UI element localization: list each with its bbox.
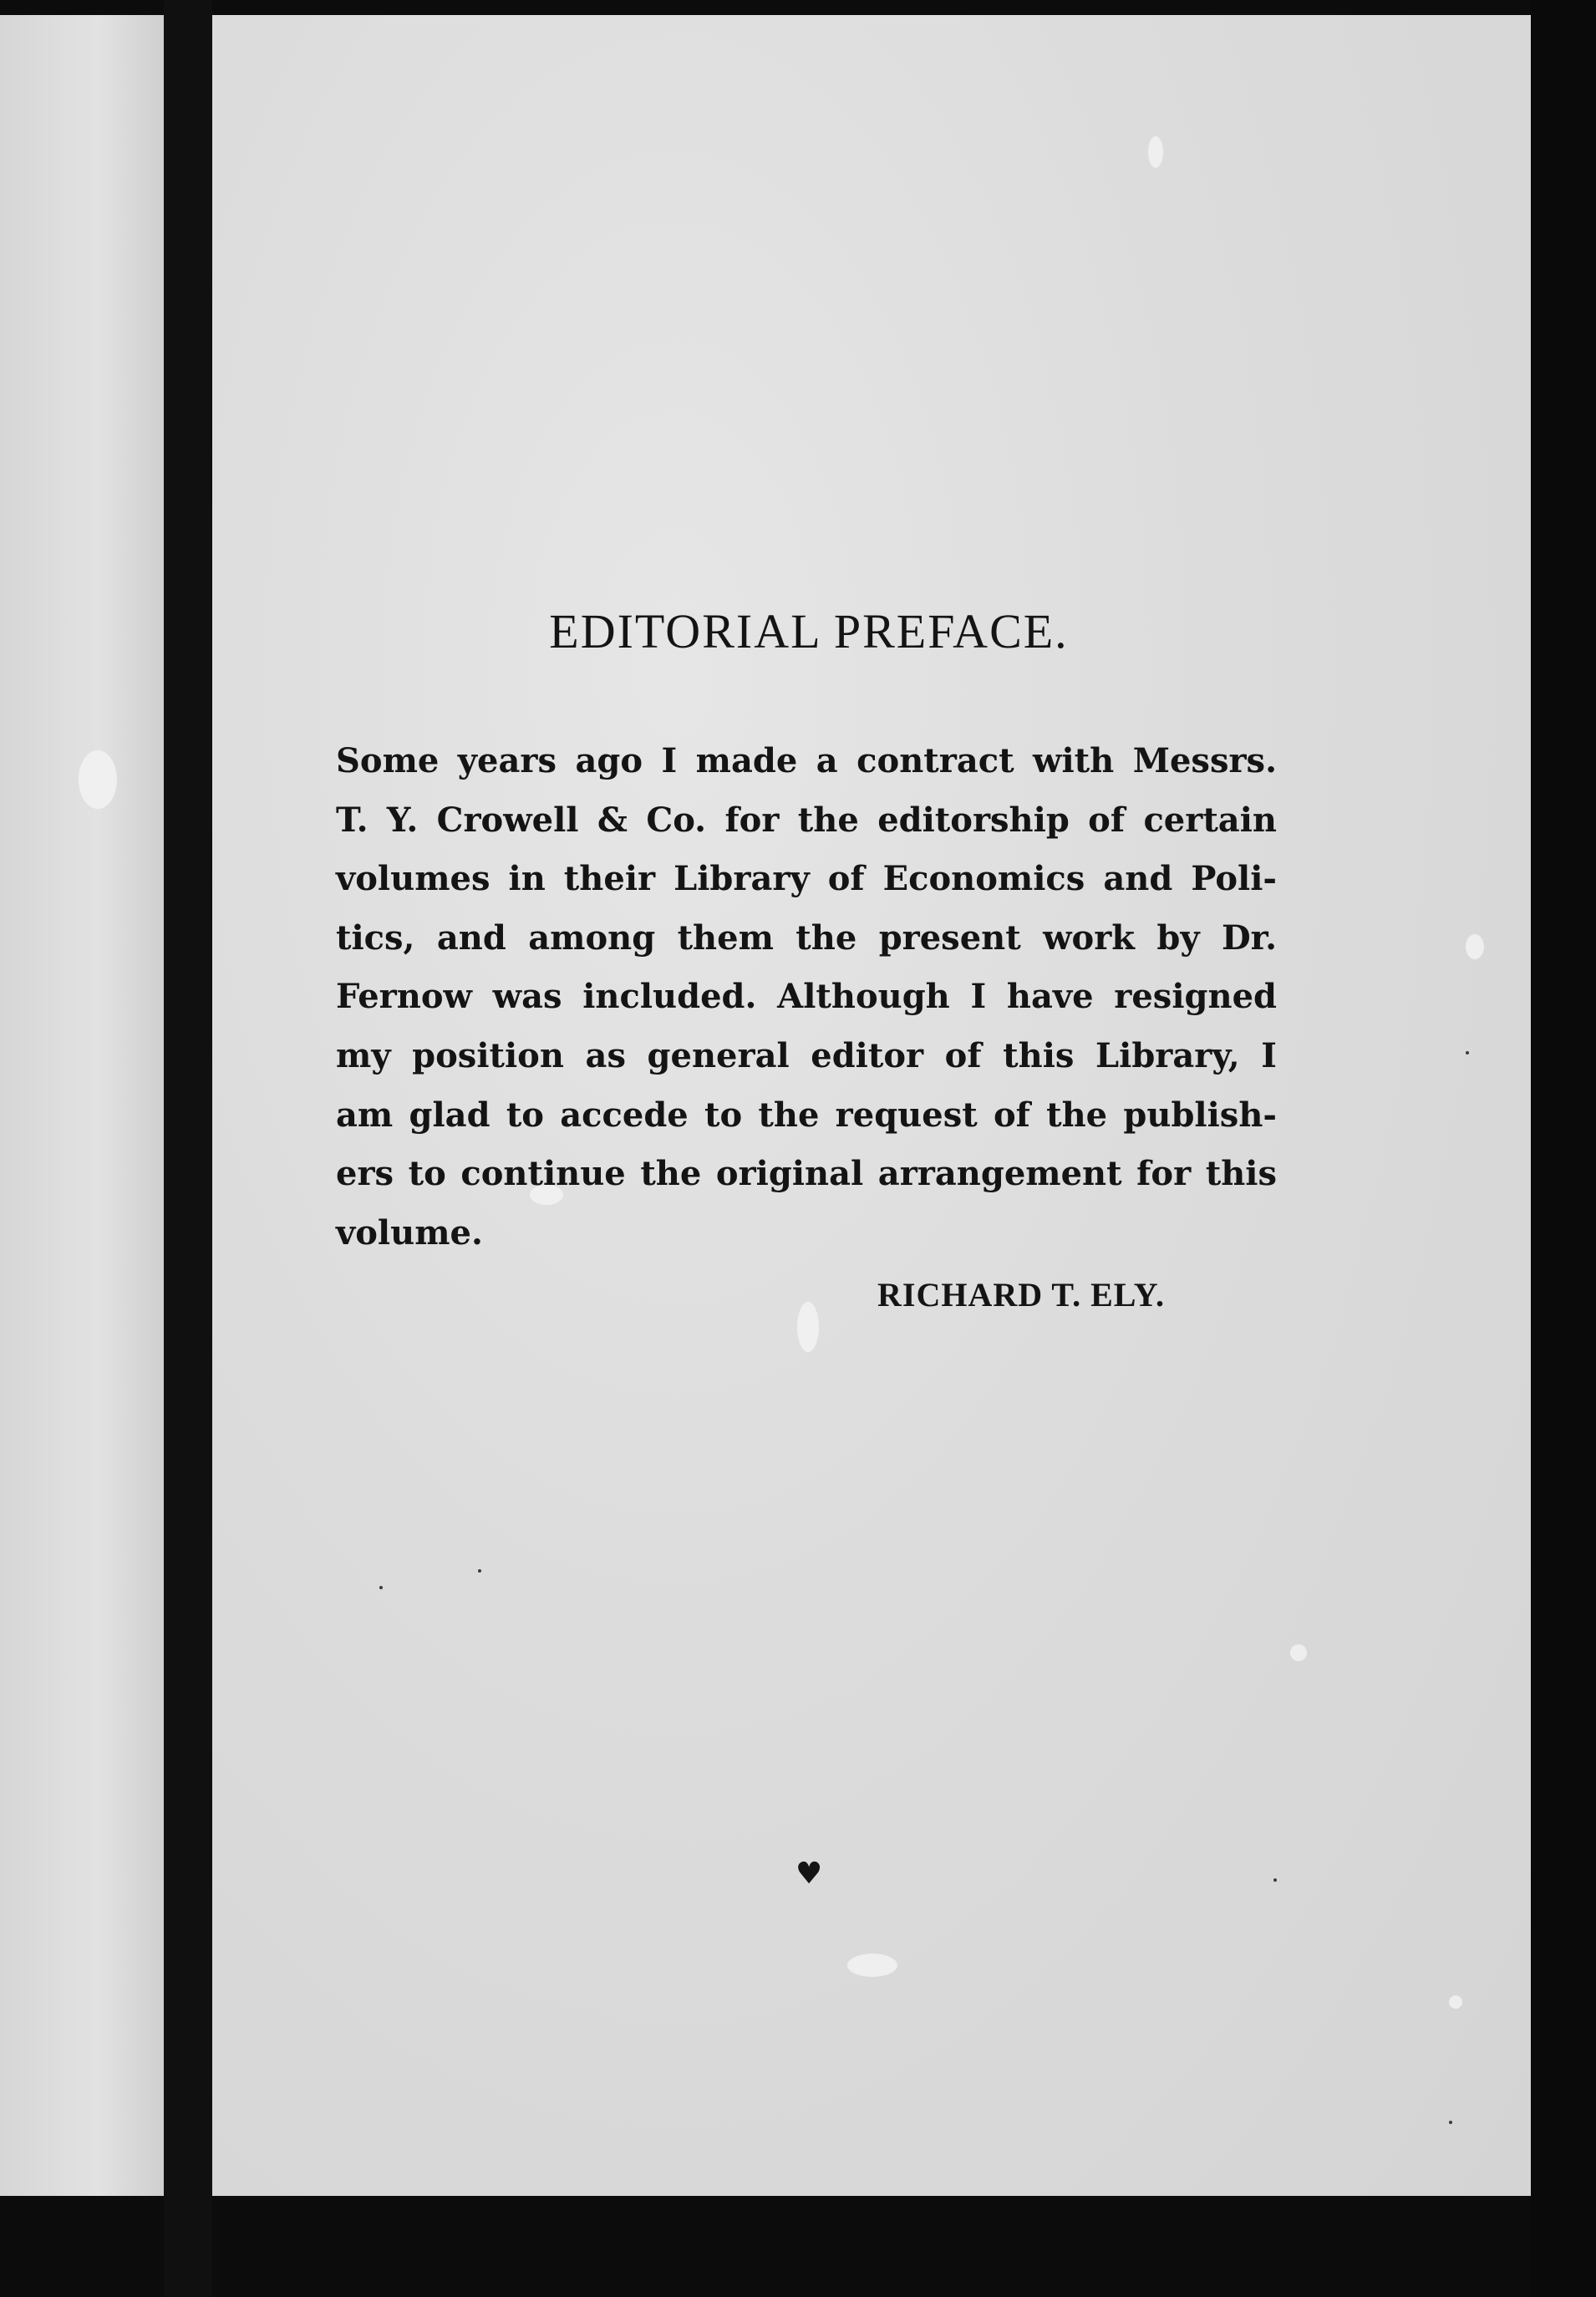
text-line: my position as general editor of this Library, I [336, 1035, 1277, 1075]
text-line: volumes in their Library of Economics and Poli- [336, 859, 1277, 899]
text-line: tics, and among them the present work by Dr. [336, 917, 1277, 958]
text-line: ers to continue the original arrangement for this [336, 1154, 1277, 1194]
facing-page-edge [0, 15, 164, 2196]
text-line: Some years ago I made a contract with Messrs. [336, 741, 1277, 780]
heart-ornament-icon: ♥ [795, 1857, 823, 1891]
preface-paragraph [336, 732, 1277, 1263]
scan-border [1531, 0, 1596, 2297]
page-title: EDITORIAL PREFACE. [549, 604, 1069, 658]
book-gutter [164, 0, 212, 2297]
text-line: am glad to accede to the request of the publish- [336, 1095, 1277, 1135]
text-line: T. Y. Crowell & Co. for the editorship of certain [336, 800, 1277, 840]
text-line: volume. [336, 1212, 483, 1253]
author-signature: RICHARD T. ELY. [877, 1276, 1166, 1314]
text-line: Fernow was included. Although I have resigned [336, 977, 1277, 1017]
